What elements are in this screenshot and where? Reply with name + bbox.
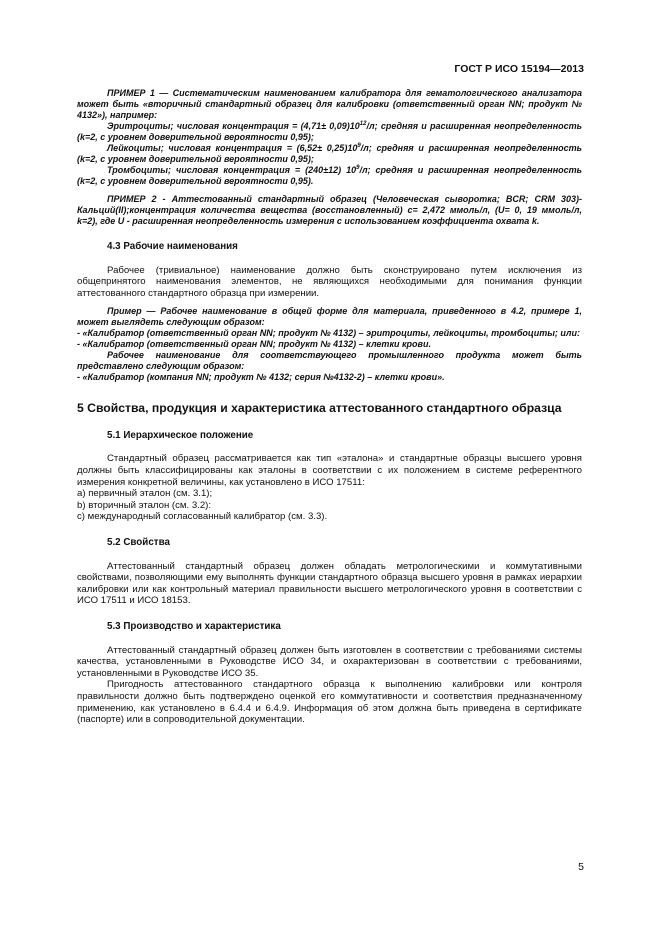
example-2: ПРИМЕР 2 - Аттестованный стандартный образец (Человеческая сыворотка; BCR; CRM 303)- Кальций(II);концентрация количества вещества (восстановленный) с= 2,472 ммоль/л, (U= 0, 19 ммоль/л, k=2), где U - расширенная неопределенность измерения с использованием коэффициента охвата k. — [77, 194, 582, 226]
list-item-b: b) вторичный эталон (см. 3.2): — [77, 499, 212, 511]
section-4-3-example-line-1: - «Калибратор (ответственный орган NN; продукт № 4132) – эритроциты, лейкоциты, тромбоциты; или: — [77, 328, 580, 339]
document-header: ГОСТ Р ИСО 15194—2013 — [454, 63, 584, 75]
example-1-erythrocytes: Эритроциты; числовая концентрация = $(4,71\pm 0,09)10^{12}/л$; средняя и расширенная неопределенность (k=2, с уровнем доверительной вероятности 0,95); — [77, 121, 583, 142]
section-5-2-paragraph: Аттестованный стандартный образец должен обладать метрологическими и коммутативными свойствами, позволяющими ему выполнять функции стандартного образца высшего уровня в рамках иерархии калибровки или как контрольный материал правильности высшего метрологического уровня в соответствии с ИСО 17511 и ИСО 18153. — [77, 560, 582, 607]
list-item-c: c) международный согласованный калибратор (см. 3.3). — [77, 511, 328, 523]
section-4-3-paragraph: Рабочее (тривиальное) наименование должно быть сконструировано путем исключения из общепринятого наименования элементов, не являющихся необходимыми для понимания функции аттестованного стандартного образца при измерении. — [77, 264, 582, 299]
section-5-1-paragraph: Стандартный образец рассматривается как тип «эталона» и стандартные образцы высшего уровня должны быть классифицированы как эталоны в соответствии с их положением в системе референтного измерения конкретной величины, как установлено в ИСО 17511: — [77, 453, 582, 488]
example-1-intro: ПРИМЕР 1 — Систематическим наименованием калибратора для гематологического анализатора может быть «вторичный стандартный образец для калибровки (ответственный орган NN; продукт № 4132»), например: — [77, 88, 582, 120]
section-5-3-paragraph-2: Пригодность аттестованного стандартного образца к выполнению калибровки или контроля правильности должно быть подтверждено оценкой его коммутативности и соответствия предназначенному применению, как установлено в 6.4.4 и 6.4.9. Информация об этом должна быть приведена в сертификате (паспорте) или в сопроводительной документации. — [77, 679, 582, 726]
example-1-leukocytes: Лейкоциты; числовая концентрация = $(6,52\pm 0,25)10^9/л$; средняя и расширенная неопределенность (k=2, с уровнем доверительной вероятности 0,95); — [77, 143, 582, 164]
example-1-thrombocytes: Тромбоциты; числовая концентрация = (240±12) $10^9/л$; средняя и расширенная неопределенность (k=2, с уровнем доверительной вероятности 0,95). — [77, 165, 582, 186]
section-5-3-title: 5.3 Производство и характеристика — [107, 621, 281, 632]
section-4-3-example-line-3: Рабочее наименование для соответствующего промышленного продукта может быть представлено следующим образом: — [77, 350, 582, 372]
section-4-3-example-line-2: - «Калибратор (ответственный орган NN; продукт № 4132) – клетки крови. — [77, 339, 431, 350]
section-4-3-example-line-4: - «Калибратор (компания NN; продукт № 4132; серия №4132-2) – клетки крови». — [77, 372, 445, 383]
section-5-3-paragraph-1: Аттестованный стандартный образец должен быть изготовлен в соответствии с требованиями системы качества, установленными в Руководстве ИСО 34, и охарактеризован в соответствии с требованиями, установленными в Руководстве ИСО 35. — [77, 644, 582, 679]
section-4-3-example-intro: Пример — Рабочее наименование в общей форме для материала, приведенного в 4.2, примере 1, может выглядеть следующим образом: — [77, 306, 582, 328]
section-5-2-title: 5.2 Свойства — [107, 537, 170, 549]
list-item-a: a) первичный эталон (см. 3.1); — [77, 488, 213, 500]
page-content — [77, 88, 582, 726]
page-number: 5 — [578, 861, 584, 873]
section-5-1-title: 5.1 Иерархическое положение — [107, 429, 254, 441]
section-5-title: 5 Свойства, продукция и характеристика аттестованного стандартного образца — [77, 401, 562, 416]
section-4-3-title: 4.3 Рабочие наименования — [107, 241, 238, 252]
